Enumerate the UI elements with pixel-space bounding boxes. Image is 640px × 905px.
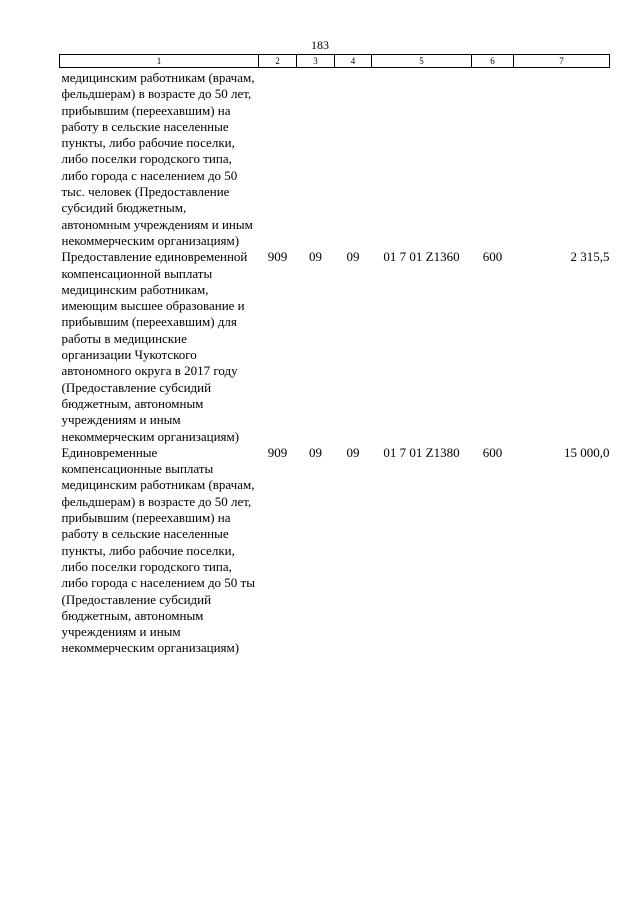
row-ministry-code bbox=[259, 68, 297, 250]
table-header bbox=[60, 55, 610, 68]
row-subsection bbox=[335, 68, 372, 250]
row-target-article: 01 7 01 Z1360 bbox=[383, 249, 460, 265]
row-expense-type: 600 bbox=[482, 444, 503, 460]
row-description: Предоставление единовременной компенсационной выплаты медицинским работникам, имеющим высшее образование и прибывшим (переехавшим) для работы в медицинские организации Чукотского автономного округа в 2017 году (Предоставление субсидий бюджетным, автономным учреждениям и иным некоммерческим организациям) bbox=[61, 249, 248, 444]
header-col-6: 6 bbox=[472, 55, 514, 68]
table-row bbox=[60, 445, 610, 657]
row-amount bbox=[514, 68, 610, 250]
row-section: 09 bbox=[309, 444, 322, 460]
budget-table bbox=[59, 54, 610, 657]
row-section bbox=[297, 68, 335, 250]
row-target-article bbox=[372, 68, 472, 250]
header-col-4: 4 bbox=[335, 55, 372, 68]
row-subsection: 09 bbox=[346, 249, 360, 265]
row-amount: 15 000,0 bbox=[564, 444, 610, 460]
table-body bbox=[60, 68, 610, 657]
row-ministry-code: 909 bbox=[267, 249, 288, 265]
row-expense-type bbox=[472, 68, 514, 250]
header-col-3: 3 bbox=[297, 55, 335, 68]
row-section: 09 bbox=[309, 249, 322, 265]
header-col-1: 1 bbox=[60, 55, 259, 68]
row-subsection: 09 bbox=[346, 444, 360, 460]
table-row bbox=[60, 249, 610, 445]
row-amount: 2 315,5 bbox=[570, 249, 610, 265]
row-target-article: 01 7 01 Z1380 bbox=[383, 444, 460, 460]
row-ministry-code: 909 bbox=[267, 444, 288, 460]
row-description: медицинским работникам (врачам, фельдшерам) в возрасте до 50 лет, прибывшим (переехавшим) на работу в сельские населенные пункты, либо рабочие поселки, либо поселки городского типа, либо города с населением до 50 тыс. человек (Предоставление субсидий бюджетным, автономным учреждениям и иным некоммерческим организациям) bbox=[61, 70, 255, 248]
row-description: Единовременные компенсационные выплаты медицинским работникам (врачам, фельдшерам) в возрасте до 50 лет, прибывшим (переехавшим) на работу в сельские населенные пункты, либо рабочие поселки, либо поселки городского типа, либо города с населением до 50 ты (Предоставление субсидий бюджетным, автономным учреждениям и иным некоммерческим организациям) bbox=[61, 444, 255, 656]
header-col-5: 5 bbox=[372, 55, 472, 68]
header-col-2: 2 bbox=[259, 55, 297, 68]
header-col-7: 7 bbox=[514, 55, 610, 68]
header-row bbox=[60, 55, 610, 68]
page-number: 183 bbox=[311, 38, 329, 52]
row-expense-type: 600 bbox=[482, 249, 503, 265]
table-row bbox=[60, 68, 610, 250]
